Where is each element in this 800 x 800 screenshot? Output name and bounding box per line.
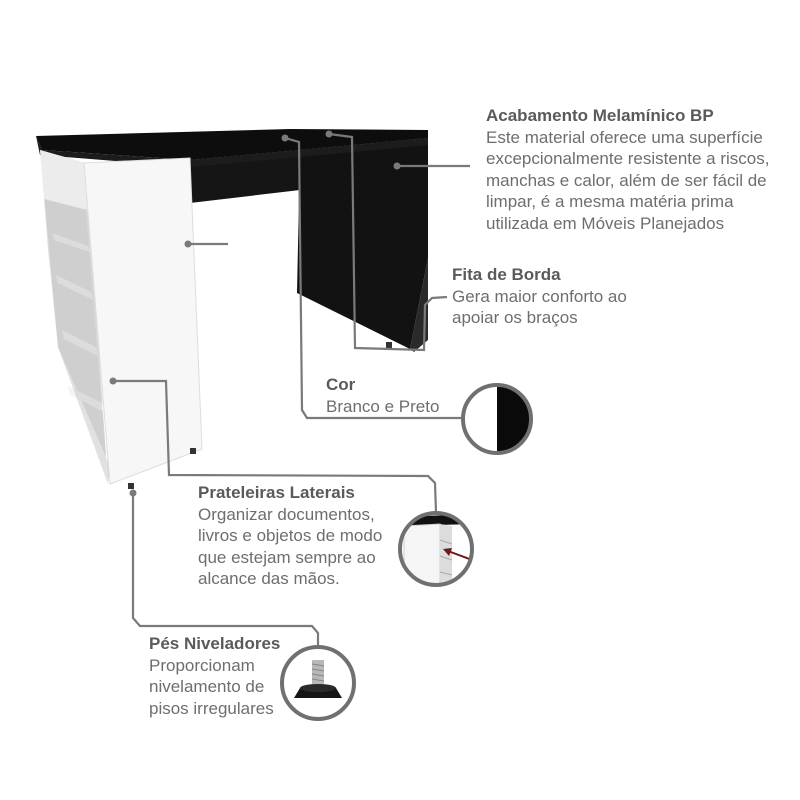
callout-cor-title: Cor	[326, 375, 356, 394]
foot-front	[128, 483, 134, 489]
callout-prateleiras-body: Organizar documentos, livros e objetos de modo que estejam sempre ao alcance das mãos.	[198, 504, 383, 588]
dot-prateleiras	[110, 378, 117, 385]
foot-leg	[386, 342, 392, 348]
callout-prateleiras-title: Prateleiras Laterais	[198, 483, 355, 502]
dot-acabamento	[394, 163, 401, 170]
desk-illustration	[36, 129, 428, 489]
callout-fita-body: Gera maior conforto ao apoiar os braços	[452, 286, 627, 327]
callout-pes-niveladores	[149, 633, 299, 719]
dot-cor	[282, 135, 289, 142]
shelf-detail-icon	[396, 512, 476, 590]
dot-borda	[185, 241, 192, 248]
dot-pes	[130, 490, 137, 497]
callout-fita-title: Fita de Borda	[452, 265, 561, 284]
callout-acabamento-title: Acabamento Melamínico BP	[486, 106, 714, 125]
callout-cor-body: Branco e Preto	[326, 396, 440, 416]
callout-acabamento	[486, 105, 786, 234]
callout-cor	[326, 374, 466, 417]
callout-fita-de-borda	[452, 264, 692, 329]
desk-leg-panel	[297, 138, 428, 349]
callout-pes-body: Proporcionam nivelamento de pisos irregulares	[149, 655, 274, 718]
callout-prateleiras-laterais	[198, 482, 398, 590]
color-swatch-icon	[462, 384, 532, 454]
dot-fita	[326, 131, 333, 138]
foot-back	[190, 448, 196, 454]
callout-acabamento-body: Este material oferece uma superfície excepcionalmente resistente a riscos, manchas e calor, além de ser fácil de limpar, é a mesma matéria prima utilizada em Móveis Planejados	[486, 127, 770, 233]
callout-pes-title: Pés Niveladores	[149, 634, 281, 653]
